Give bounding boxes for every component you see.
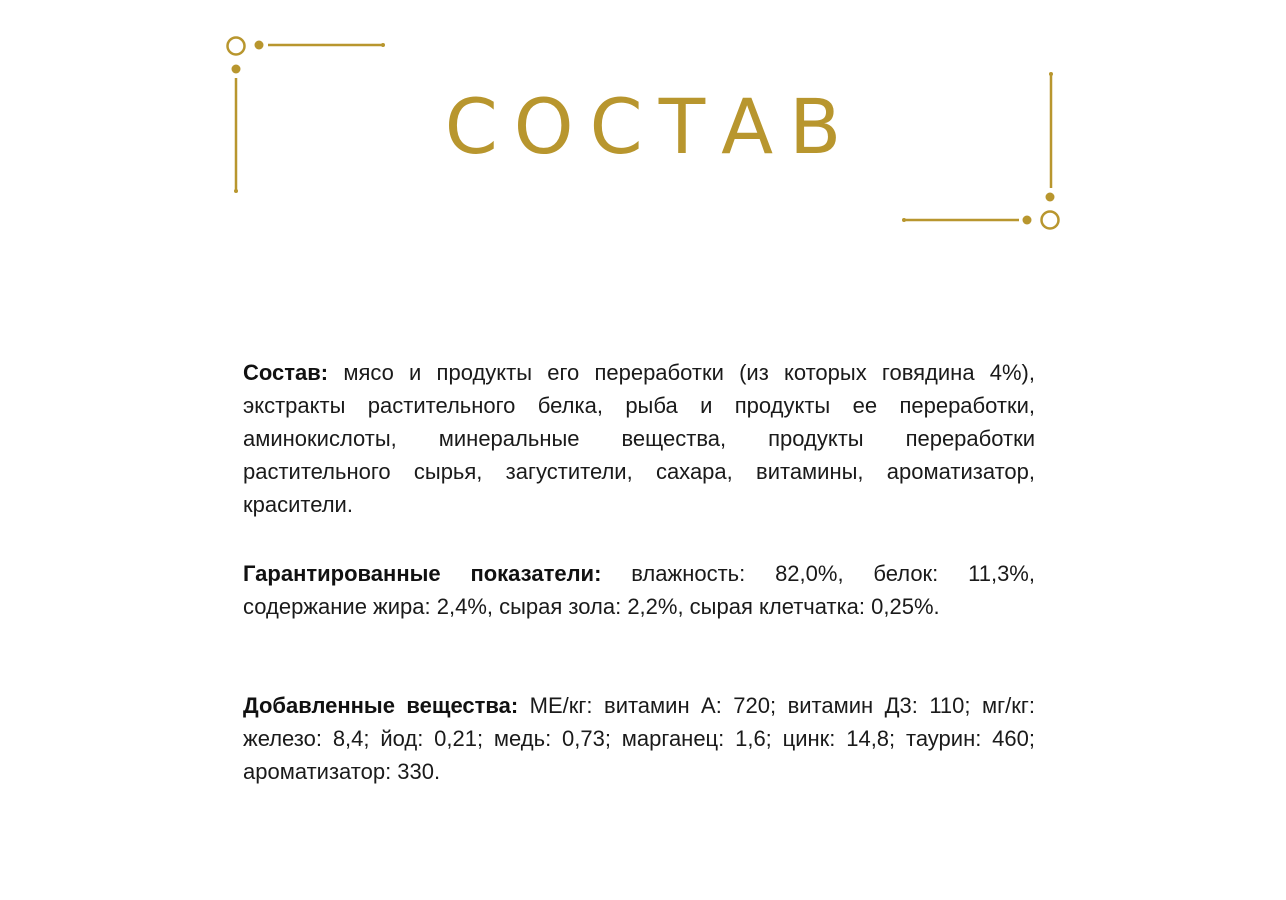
- additives-paragraph: [243, 689, 1035, 788]
- page-title: СОСТАВ: [444, 82, 858, 171]
- guaranteed-analysis-label: Гарантированные показатели:: [243, 561, 602, 586]
- additives-text: МЕ/кг: витамин А: 720; витамин Д3: 110; мг/кг: железо: 8,4; йод: 0,21; медь: 0,73; марганец: 1,6; цинк: 14,8; таурин: 460; ароматизатор: 330.: [243, 693, 1035, 784]
- guaranteed-analysis-paragraph: [243, 557, 1035, 623]
- additives-label: Добавленные вещества:: [243, 693, 519, 718]
- guaranteed-analysis-text: влажность: 82,0%, белок: 11,3%, содержание жира: 2,4%, сырая зола: 2,2%, сырая клетчатка: 0,25%.: [243, 561, 1035, 619]
- composition-text: мясо и продукты его переработки (из которых говядина 4%), экстракты растительного белка, рыба и продукты ее переработки, аминокислоты, минеральные вещества, продукты переработки растительного сырья, загустители, сахара, витамины, ароматизатор, красители.: [243, 360, 1035, 517]
- composition-paragraph: [243, 356, 1035, 521]
- composition-label: Состав:: [243, 360, 329, 385]
